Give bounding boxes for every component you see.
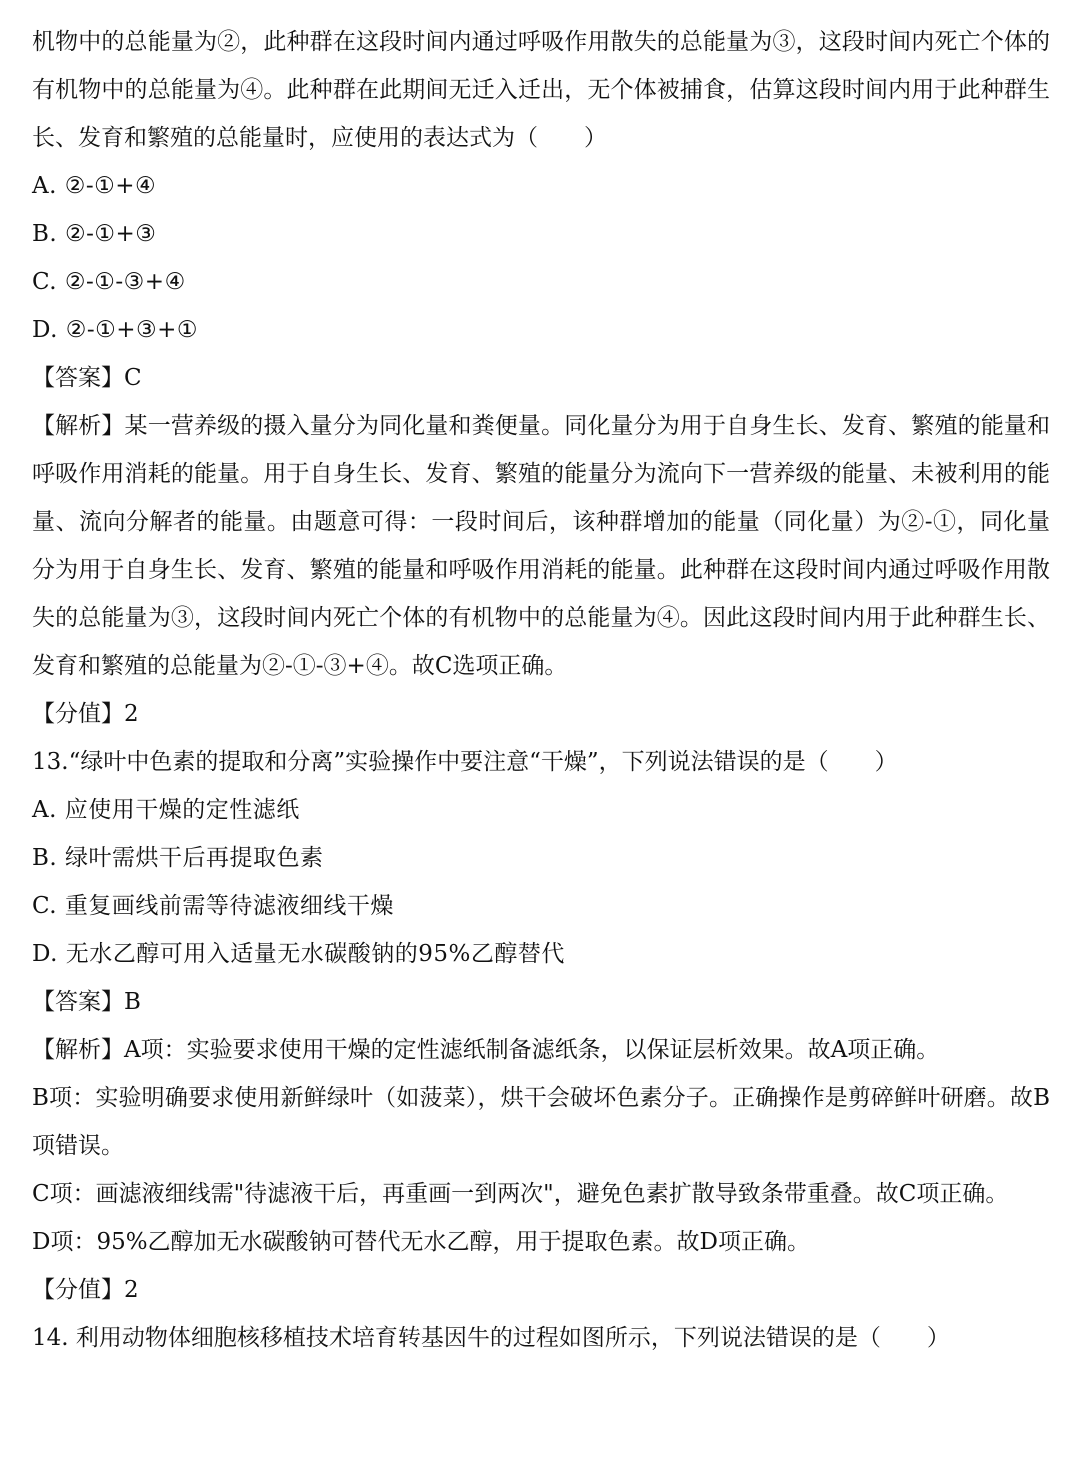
- q13-score: 【分值】2: [32, 1277, 139, 1303]
- q13-option-a: A. 应使用干燥的定性滤纸: [32, 797, 300, 823]
- q12-analysis: 【解析】某一营养级的摄入量分为同化量和粪便量。同化量分为用于自身生长、发育、繁殖的能量和呼吸作用消耗的能量。用于自身生长、发育、繁殖的能量分为流向下一营养级的能量、未被利用的能量、流向分解者的能量。由题意可得：一段时间后，该种群增加的能量（同化量）为②-①，同化量分为用于自身生长、发育、繁殖的能量和呼吸作用消耗的能量。此种群在这段时间内通过呼吸作用散失的总能量为③，这段时间内死亡个体的有机物中的总能量为④。因此这段时间内用于此种群生长、发育和繁殖的总能量为②-①-③+④。故C选项正确。: [32, 413, 1050, 679]
- q12-option-c: C. ②-①-③+④: [32, 269, 186, 295]
- q13-analysis-b: B项：实验明确要求使用新鲜绿叶（如菠菜），烘干会破坏色素分子。正确操作是剪碎鲜叶研磨。故B项错误。: [32, 1085, 1050, 1159]
- q13-stem: 13.“绿叶中色素的提取和分离”实验操作中要注意“干燥”，下列说法错误的是（ ）: [32, 749, 898, 775]
- q13-analysis-a: 【解析】A项：实验要求使用干燥的定性滤纸制备滤纸条，以保证层析效果。故A项正确。: [32, 1037, 940, 1063]
- q12-answer: 【答案】C: [32, 365, 142, 391]
- exam-page: [32, 18, 1050, 1362]
- q12-score: 【分值】2: [32, 701, 139, 727]
- q14-stem: 14. 利用动物体细胞核移植技术培育转基因牛的过程如图所示，下列说法错误的是（ ）: [32, 1325, 950, 1351]
- q12-option-a: A. ②-①+④: [32, 173, 157, 199]
- q12-option-b: B. ②-①+③: [32, 221, 157, 247]
- q13-option-b: B. 绿叶需烘干后再提取色素: [32, 845, 324, 871]
- q13-analysis-d: D项：95%乙醇加无水碳酸钠可替代无水乙醇，用于提取色素。故D项正确。: [32, 1229, 811, 1255]
- q13-answer: 【答案】B: [32, 989, 141, 1015]
- q13-option-d: D. 无水乙醇可用入适量无水碳酸钠的95%乙醇替代: [32, 941, 565, 967]
- q12-option-d: D. ②-①+③+①: [32, 317, 199, 343]
- q12-stem-continued: 机物中的总能量为②，此种群在这段时间内通过呼吸作用散失的总能量为③，这段时间内死亡个体的有机物中的总能量为④。此种群在此期间无迁入迁出，无个体被捕食，估算这段时间内用于此种群生长、发育和繁殖的总能量时，应使用的表达式为（ ）: [32, 29, 1050, 151]
- q13-analysis-c: C项：画滤液细线需"待滤液干后，再重画一到两次"，避免色素扩散导致条带重叠。故C项正确。: [32, 1181, 1009, 1207]
- q13-option-c: C. 重复画线前需等待滤液细线干燥: [32, 893, 394, 919]
